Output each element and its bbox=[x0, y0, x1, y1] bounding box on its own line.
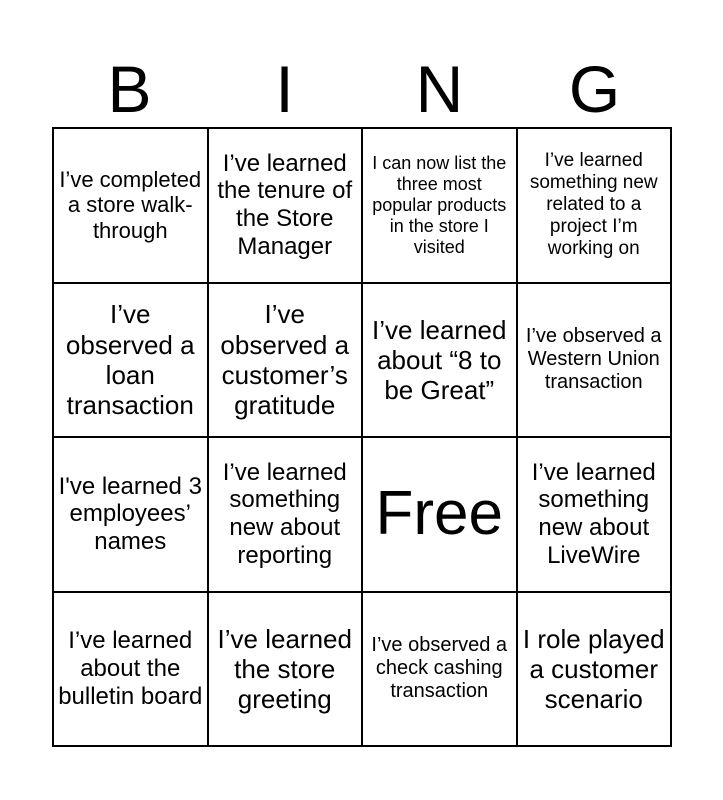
bingo-cell-text: I can now list the three most popular products in the store I visited bbox=[372, 153, 507, 257]
bingo-cell[interactable] bbox=[517, 437, 672, 592]
header-letter-b: B bbox=[107, 52, 152, 126]
bingo-cell-text: I’ve observed a customer’s gratitude bbox=[220, 299, 350, 420]
header-letter-g: G bbox=[568, 52, 621, 126]
free-space-label: Free bbox=[375, 479, 503, 549]
bingo-cell-text: I’ve learned something new about LiveWire bbox=[531, 458, 656, 570]
bingo-cell-text: I’ve learned about the bulletin board bbox=[58, 627, 203, 710]
bingo-cell-text: I’ve completed a store walk-through bbox=[59, 166, 202, 243]
header-letter-n: N bbox=[415, 52, 464, 126]
bingo-cell-text: I’ve observed a check cashing transaction bbox=[371, 633, 508, 703]
bingo-cell[interactable] bbox=[517, 128, 672, 283]
bingo-cell-text: I’ve observed a loan transaction bbox=[65, 299, 195, 420]
bingo-cell[interactable] bbox=[53, 283, 208, 438]
bingo-cell[interactable] bbox=[53, 592, 208, 747]
bingo-cell-text: I’ve learned about “8 to be Great” bbox=[372, 314, 507, 405]
bingo-cell-text: I role played a customer scenario bbox=[522, 623, 665, 714]
bingo-cell[interactable] bbox=[208, 592, 363, 747]
bingo-cell[interactable] bbox=[53, 128, 208, 283]
bingo-cell-text: I’ve learned the store greeting bbox=[217, 623, 352, 714]
bingo-cell[interactable] bbox=[53, 437, 208, 592]
bingo-cell[interactable] bbox=[208, 437, 363, 592]
bingo-cell[interactable] bbox=[362, 592, 517, 747]
bingo-card bbox=[52, 127, 672, 747]
bingo-cell-text: I’ve learned something new about reporting bbox=[222, 458, 347, 570]
bingo-cell[interactable] bbox=[208, 283, 363, 438]
bingo-cell[interactable] bbox=[208, 128, 363, 283]
bingo-cell-text: I’ve observed a Western Union transaction bbox=[525, 324, 662, 394]
bingo-cell[interactable] bbox=[362, 283, 517, 438]
bingo-cell-free[interactable] bbox=[362, 437, 517, 592]
bingo-cell[interactable] bbox=[517, 283, 672, 438]
bingo-cell[interactable] bbox=[517, 592, 672, 747]
bingo-header bbox=[52, 52, 672, 127]
bingo-cell-text: I’ve learned something new related to a project I’m working on bbox=[529, 150, 658, 260]
bingo-cell-text: I've learned 3 employees’ names bbox=[58, 472, 202, 556]
bingo-cell[interactable] bbox=[362, 128, 517, 283]
header-letter-i: I bbox=[275, 52, 294, 126]
bingo-cell-text: I’ve learned the tenure of the Store Manager bbox=[217, 149, 353, 261]
